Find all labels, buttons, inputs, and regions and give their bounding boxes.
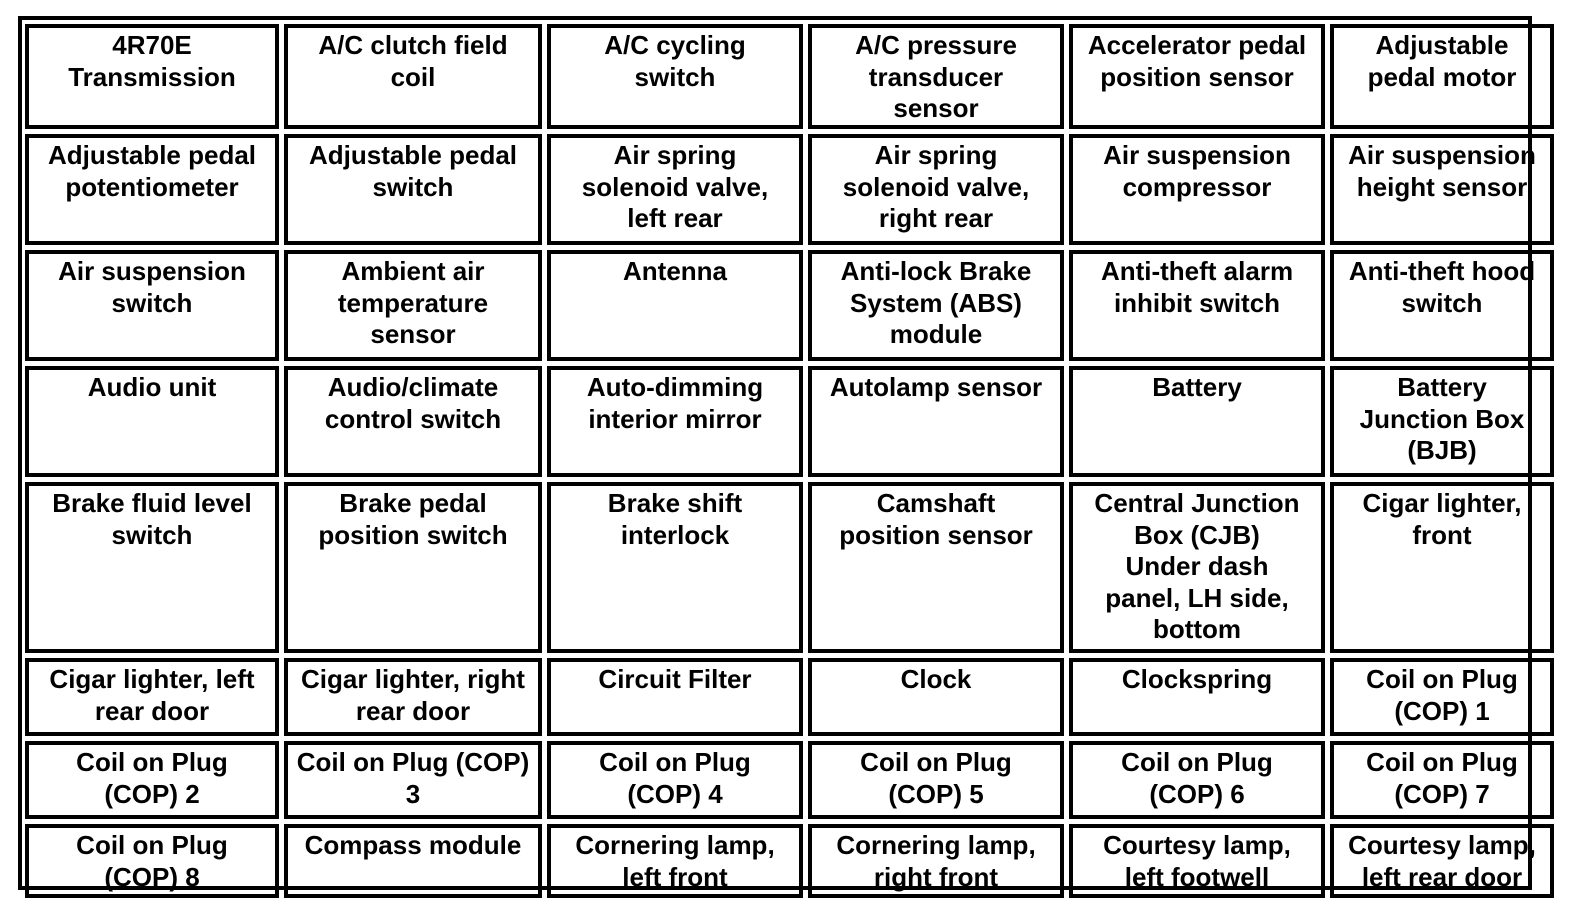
table-cell: Circuit Filter: [547, 658, 803, 736]
table-cell: Air suspension switch: [25, 250, 279, 361]
table-cell: Coil on Plug (COP) 7: [1330, 741, 1554, 819]
table-cell: Coil on Plug (COP) 6: [1069, 741, 1325, 819]
table-cell: 4R70E Transmission: [25, 24, 279, 129]
table-cell: Adjustable pedal potentiometer: [25, 134, 279, 245]
table-cell: Coil on Plug (COP) 3: [284, 741, 542, 819]
table-cell: Ambient air temperature sensor: [284, 250, 542, 361]
table-cell: Auto-dimming interior mirror: [547, 366, 803, 477]
table-cell: Battery: [1069, 366, 1325, 477]
table-cell: Brake fluid level switch: [25, 482, 279, 653]
table-cell: Air suspension compressor: [1069, 134, 1325, 245]
table-cell: Courtesy lamp, left footwell: [1069, 824, 1325, 898]
table-cell: Central Junction Box (CJB) Under dash panel, LH side, bottom: [1069, 482, 1325, 653]
table-cell: Anti-theft alarm inhibit switch: [1069, 250, 1325, 361]
table-cell: Coil on Plug (COP) 2: [25, 741, 279, 819]
table-cell: Adjustable pedal motor: [1330, 24, 1554, 129]
table-cell: Cigar lighter, left rear door: [25, 658, 279, 736]
table-cell: Air spring solenoid valve, right rear: [808, 134, 1064, 245]
table-cell: Coil on Plug (COP) 8: [25, 824, 279, 898]
table-cell: Compass module: [284, 824, 542, 898]
table-cell: Coil on Plug (COP) 5: [808, 741, 1064, 819]
table-cell: Audio unit: [25, 366, 279, 477]
table-cell: Adjustable pedal switch: [284, 134, 542, 245]
table-cell: A/C pressure transducer sensor: [808, 24, 1064, 129]
table-cell: Cigar lighter, front: [1330, 482, 1554, 653]
component-location-table: [18, 16, 1536, 892]
table-cell: Antenna: [547, 250, 803, 361]
table-cell: Brake shift interlock: [547, 482, 803, 653]
table-cell: Anti-theft hood switch: [1330, 250, 1554, 361]
table-cell: Clock: [808, 658, 1064, 736]
table-cell: Battery Junction Box (BJB): [1330, 366, 1554, 477]
table-cell: Brake pedal position switch: [284, 482, 542, 653]
table-cell: Accelerator pedal position sensor: [1069, 24, 1325, 129]
table-cell: Cigar lighter, right rear door: [284, 658, 542, 736]
table-cell: A/C clutch field coil: [284, 24, 542, 129]
table-cell: Anti-lock Brake System (ABS) module: [808, 250, 1064, 361]
table-cell: Camshaft position sensor: [808, 482, 1064, 653]
table-cell: Coil on Plug (COP) 1: [1330, 658, 1554, 736]
table-cell: Air suspension height sensor: [1330, 134, 1554, 245]
table-cell: Audio/climate control switch: [284, 366, 542, 477]
table-cell: Cornering lamp, right front: [808, 824, 1064, 898]
table-cell: Autolamp sensor: [808, 366, 1064, 477]
table-cell: A/C cycling switch: [547, 24, 803, 129]
table-cell: Cornering lamp, left front: [547, 824, 803, 898]
table-cell: Courtesy lamp, left rear door: [1330, 824, 1554, 898]
table-cell: Air spring solenoid valve, left rear: [547, 134, 803, 245]
table-cell: Coil on Plug (COP) 4: [547, 741, 803, 819]
table-grid: [25, 24, 1536, 892]
table-cell: Clockspring: [1069, 658, 1325, 736]
